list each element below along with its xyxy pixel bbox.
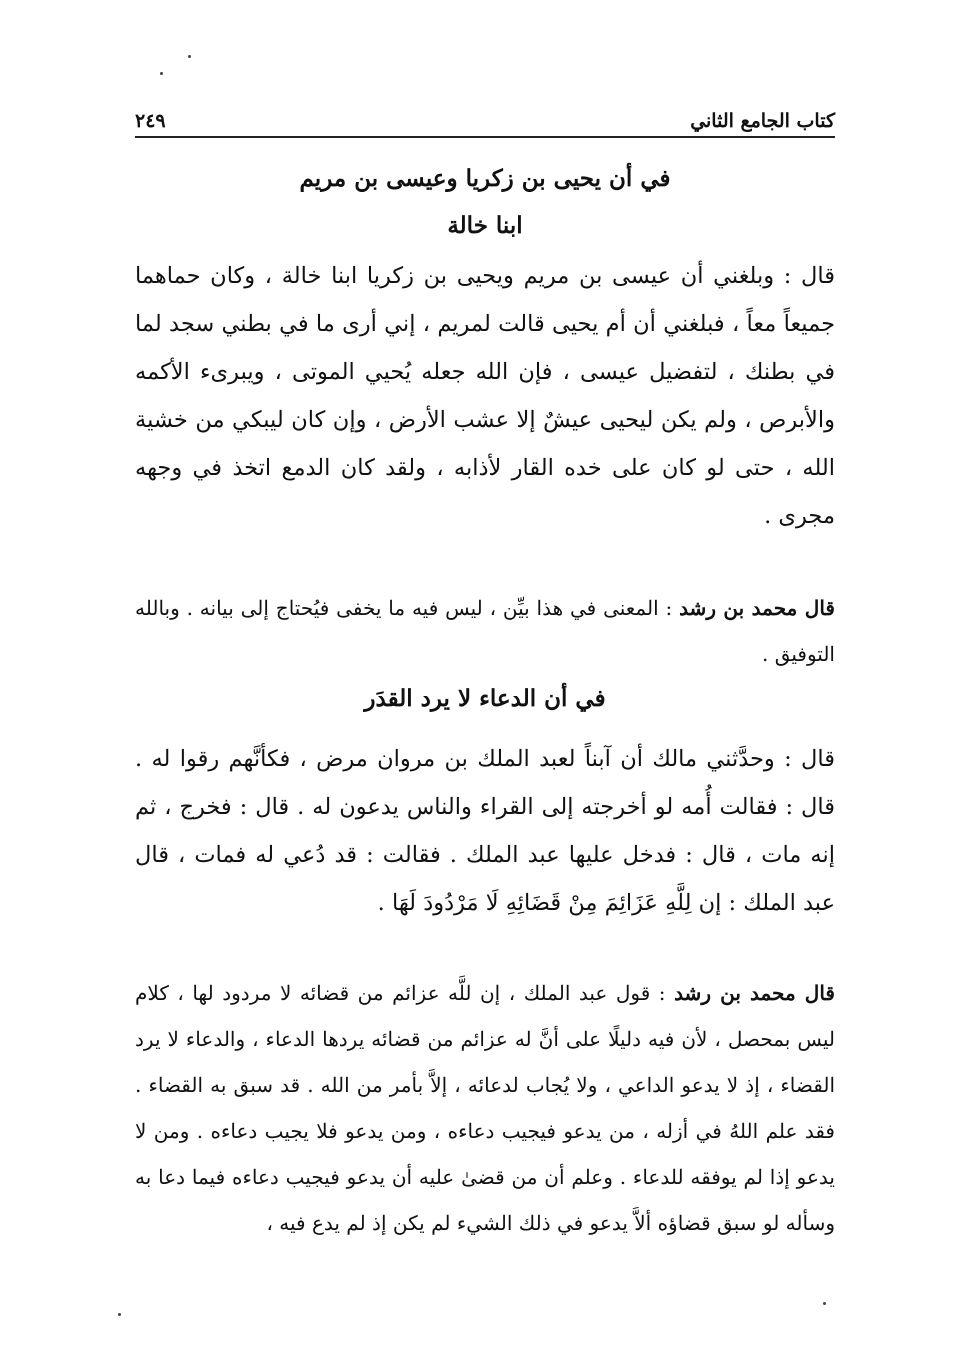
header-rule [135, 136, 835, 138]
commentary-label: قال محمد بن رشد [679, 596, 835, 620]
section2-commentary [135, 970, 835, 1246]
scan-speck [160, 72, 163, 75]
scan-speck [823, 1302, 826, 1305]
page-number: ٢٤٩ [135, 110, 166, 132]
commentary-label: قال محمد بن رشد [674, 981, 835, 1005]
scan-speck [188, 55, 191, 58]
section1-title-line2: ابنا خالة [447, 212, 523, 239]
section2-title: في أن الدعاء لا يرد القدَر [364, 685, 606, 712]
scan-speck [118, 1313, 121, 1316]
section1-title-line1: في أن يحيى بن زكريا وعيسى بن مريم [299, 165, 671, 192]
book-title: كتاب الجامع الثاني [690, 110, 835, 132]
running-header [135, 100, 835, 132]
section1-paragraph: قال : وبلغني أن عيسى بن مريم ويحيى بن زكريا ابنا خالة ، وكان حماهما جميعاً معاً ، فبلغني أن أم يحيى قالت لمريم ، إني أرى ما في بطني سجد لما في بطنك ، لتفضيل عيسى ، فإن الله جعله يُحيي الموتى ، ويبرىء الأكمه والأبرص ، ولم يكن ليحيى عيشٌ إلا عشب الأرض ، وإن كان ليبكي من خشية الله ، حتى لو كان على خده القار لأذابه ، ولقد كان الدمع اتخذ في وجهه مجرى . [135, 263, 835, 529]
commentary-text: : قول عبد الملك ، إن للَّه عزائم من قضائه لا مردود لها ، كلام ليس بمحصل ، لأن فيه دليلًا على أنَّ له عزائم من قضائه يردها الدعاء ، والدعاء لا يرد القضاء ، إذ لا يدعو الداعي ، ولا يُجاب لدعائه ، إلاَّ بأمر من الله . قد سبق به القضاء . فقد علم اللهُ في أزله ، من يدعو فيجيب دعاءه ، ومن يدعو فلا يجيب دعاءه . ومن لا يدعو إذا لم يوفقه للدعاء . وعلم أن من قضىٰ عليه أن يدعو فيجيب دعاءه فيما دعا به وسأله لو سبق قضاؤه ألاَّ يدعو في ذلك الشيء لم يكن إذ لم يدع فيه ، [135, 981, 835, 1235]
section2-paragraph: قال : وحدَّثني مالك أن آبناً لعبد الملك بن مروان مرض ، فكأنَّهم رقوا له . قال : فقالت أُمه لو أخرجته إلى القراء والناس يدعون له . قال : فخرج ، ثم إنه مات ، قال : فدخل عليها عبد الملك . فقالت : قد دُعي له فمات ، قال عبد الملك : إن لِلَّهِ عَزَائِمَ مِنْ قَضَائِهِ لَا مَرْدُودَ لَهَا . [135, 746, 835, 916]
section1-commentary [135, 585, 835, 677]
commentary-text: : المعنى في هذا بيِّن ، ليس فيه ما يخفى فيُحتاج إلى بيانه . وبالله التوفيق . [135, 596, 835, 666]
